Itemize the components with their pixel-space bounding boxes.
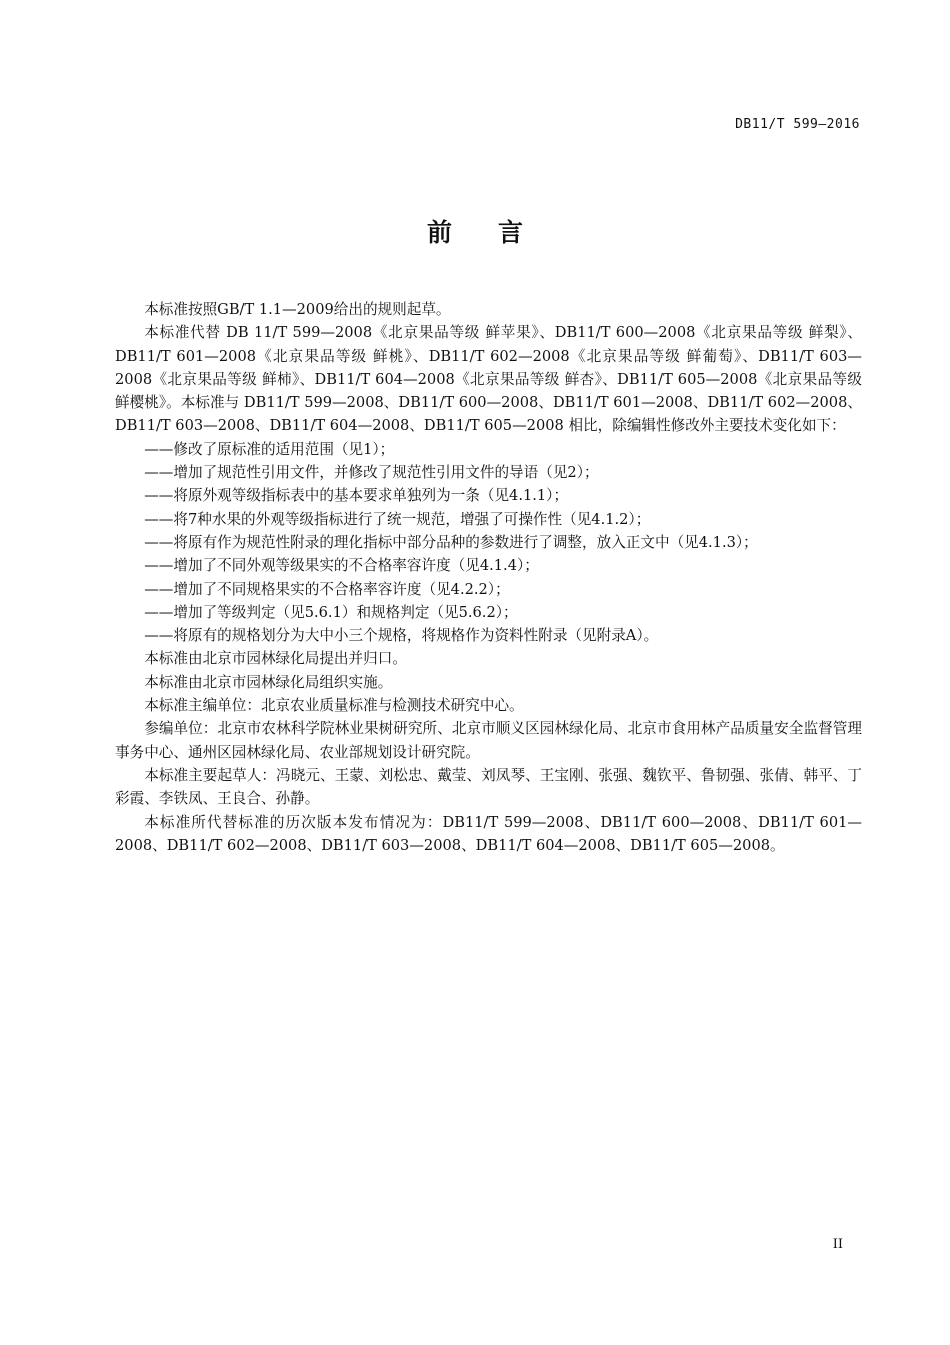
list-item: ——增加了不同外观等级果实的不合格率容许度（见4.1.4）； xyxy=(144,557,539,575)
list-item: ——将原外观等级指标表中的基本要求单独列为一条（见4.1.1）； xyxy=(144,487,569,505)
list-item: ——将7种水果的外观等级指标进行了统一规范，增强了可操作性（见4.1.2）； xyxy=(144,510,651,528)
list-item: ——将原有作为规范性附录的理化指标中部分品种的参数进行了调整，放入正文中（见4.1.3）； xyxy=(144,533,758,551)
list-item: ——增加了不同规格果实的不合格率容许度（见4.2.2）； xyxy=(144,580,510,598)
list-item: ——将原有的规格划分为大中小三个规格，将规格作为资料性附录（见附录A）。 xyxy=(144,627,659,645)
paragraph: 本标准主要起草人：冯晓元、王蒙、刘松忠、戴莹、刘凤琴、王宝刚、张强、魏钦平、鲁韧强、张倩、韩平、丁彩霞、李铁凤、王良合、孙静。 xyxy=(115,766,862,808)
list-item: ——修改了原标准的适用范围（见1）； xyxy=(144,440,395,458)
paragraph: 本标准按照GB/T 1.1—2009给出的规则起草。 xyxy=(144,301,451,318)
paragraph: 本标准所代替标准的历次版本发布情况为：DB11/T 599—2008、DB11/T 600—2008、DB11/T 601—2008、DB11/T 602—2008、DB11/T 603—2008、DB11/T 604—2008、DB11/T 605—2008。 xyxy=(115,813,862,854)
paragraph: 参编单位：北京市农林科学院林业果树研究所、北京市顺义区园林绿化局、北京市食用林产品质量安全监督管理事务中心、通州区园林绿化局、农业部规划设计研究院。 xyxy=(115,720,862,761)
preface-body xyxy=(115,298,862,857)
paragraph: 本标准由北京市园林绿化局组织实施。 xyxy=(144,673,393,691)
list-item: ——增加了规范性引用文件，并修改了规范性引用文件的导语（见2）； xyxy=(144,464,599,482)
page-number: II xyxy=(832,1237,843,1252)
title-char-1: 前 xyxy=(426,218,452,247)
title-char-2: 言 xyxy=(498,218,524,247)
paragraph: 本标准由北京市园林绿化局提出并归口。 xyxy=(144,650,407,668)
paragraph: 本标准主编单位：北京农业质量标准与检测技术研究中心。 xyxy=(144,697,524,715)
document-code: DB11/T 599—2016 xyxy=(735,117,860,132)
page-title xyxy=(0,213,950,249)
paragraph: 本标准代替 DB 11/T 599—2008《北京果品等级 鲜苹果》、DB11/T 600—2008《北京果品等级 鲜梨》、DB11/T 601—2008《北京果品等级 鲜桃》、DB11/T 602—2008《北京果品等级 鲜葡萄》、DB11/T 603—2008《北京果品等级 鲜柿》、DB11/T 604—2008《北京果品等级 鲜杏》、DB11/T 605—2008《北京果品等级 鲜樱桃》。本标准与 DB11/T 599—2008、DB11/T 600—2008、DB11/T 601—2008、DB11/T 602—2008、DB11/T 603—2008、DB11/T 604—2008、DB11/T 605—2008 相比，除编辑性修改外主要技术变化如下： xyxy=(115,324,862,435)
list-item: ——增加了等级判定（见5.6.1）和规格判定（见5.6.2）； xyxy=(144,603,518,621)
